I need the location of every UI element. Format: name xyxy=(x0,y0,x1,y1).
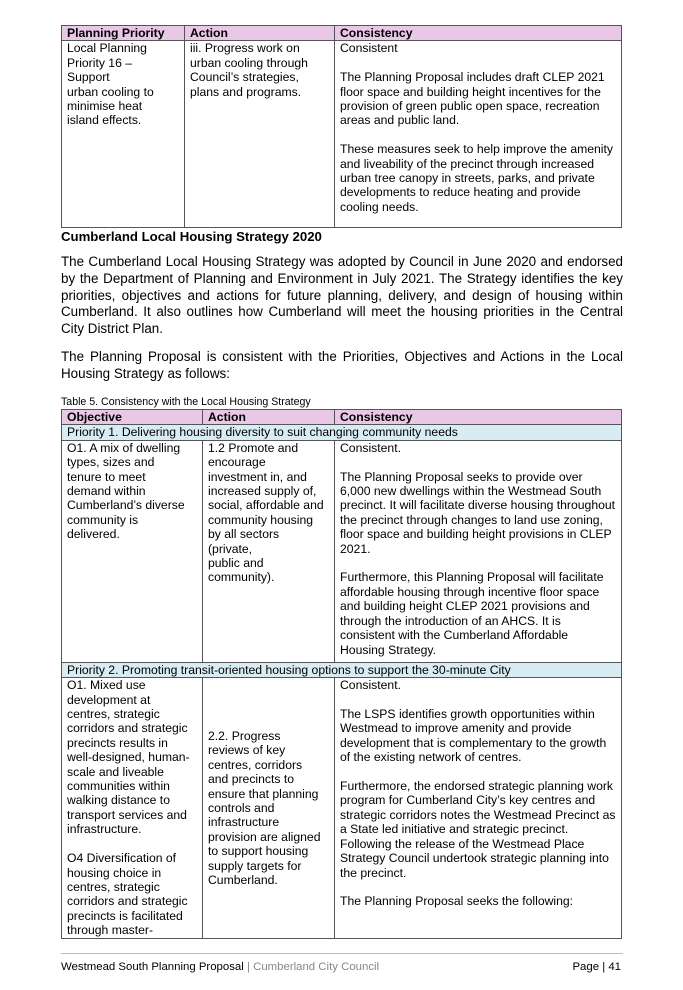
paragraph: The Cumberland Local Housing Strategy was adopted by Council in June 2020 and endorsed by the Department of Planning and Environment in July 2021. The Strategy identifies the key priorities, objectives and actions for future planning, delivery, and design of housing within Cumberland. It also outlines how Cumberland will meet the housing priorities in the Central City District Plan. xyxy=(61,254,623,337)
planning-priority-cell: Local Planning Priority 16 – Support urban cooling to minimise heat island effects. xyxy=(62,41,185,228)
footer-separator: | xyxy=(243,961,254,973)
objective-cell: O1. A mix of dwelling types, sizes and tenure to meet demand within Cumberland’s diverse community is delivered. xyxy=(62,440,203,662)
action-cell: iii. Progress work on urban cooling through Council’s strategies, plans and programs. xyxy=(185,41,335,228)
header-action: Action xyxy=(203,410,335,425)
footer-organisation: Cumberland City Council xyxy=(253,961,380,973)
housing-strategy-table xyxy=(61,409,622,939)
action-cell: 2.2. Progress reviews of key centres, corridors and precincts to ensure that planning controls and infrastructure provision are aligned to support housing supply targets for Cumberland. xyxy=(203,678,335,939)
table-row xyxy=(62,678,622,939)
header-objective: Objective xyxy=(62,410,203,425)
consistency-cell: Consistent. The LSPS identifies growth opportunities within Westmead to improve amenity and provide development that is complementary to the growth of the existing network of centres. Furthermore, the endorsed strategic planning work program for Cumberland City’s key centres and strategic corridors notes the Westmead Precinct as a State led initiative and strategic precinct. Following the release of the Westmead Place Strategy Council undertook strategic planning into the precinct. The Planning Proposal seeks the following: xyxy=(335,678,622,939)
priority-row xyxy=(62,425,622,440)
table-row xyxy=(62,41,622,228)
header-action: Action xyxy=(185,26,335,41)
priority-1-label: Priority 1. Delivering housing diversity to suit changing community needs xyxy=(62,425,622,440)
consistency-cell: Consistent The Planning Proposal includes draft CLEP 2021 floor space and building height incentives for the provision of green public open space, recreation areas and public land. These measures seek to help improve the amenity and liveability of the precinct through increased urban tree canopy in streets, parks, and private developments to reduce heating and provide cooling needs. xyxy=(335,41,622,228)
table-header-row xyxy=(62,410,622,425)
priority-2-label: Priority 2. Promoting transit-oriented housing options to support the 30-minute City xyxy=(62,662,622,677)
section-heading: Cumberland Local Housing Strategy 2020 xyxy=(61,229,322,244)
header-consistency: Consistency xyxy=(335,26,622,41)
header-consistency: Consistency xyxy=(335,410,622,425)
page-number: Page | 41 xyxy=(572,961,621,973)
footer-document-title xyxy=(61,961,379,973)
action-cell: 1.2 Promote and encourage investment in, and increased supply of, social, affordable and community housing by all sectors (private, public and community). xyxy=(203,440,335,662)
footer-divider xyxy=(61,953,623,954)
objective-cell: O1. Mixed use development at centres, strategic corridors and strategic precincts results in well-designed, human- scale and liveable communities within walking distance to transport services and infrastructure. O4 Diversification of housing choice in centres, strategic corridors and strategic precincts is facilitated through master- xyxy=(62,678,203,939)
priority-row xyxy=(62,662,622,677)
table-row xyxy=(62,440,622,662)
footer-title: Westmead South Planning Proposal xyxy=(61,961,244,973)
planning-priority-table xyxy=(61,25,622,228)
table-caption: Table 5. Consistency with the Local Housing Strategy xyxy=(61,396,311,408)
paragraph: The Planning Proposal is consistent with the Priorities, Objectives and Actions in the Local Housing Strategy as follows: xyxy=(61,349,623,381)
consistency-cell: Consistent. The Planning Proposal seeks to provide over 6,000 new dwellings within the Westmead South precinct. It will facilitate diverse housing throughout the precinct through changes to land use zoning, floor space and building height provisions in CLEP 2021. Furthermore, this Planning Proposal will facilitate affordable housing through incentive floor space and building height CLEP 2021 provisions and through the introduction of an AHCS. It is consistent with the Cumberland Affordable Housing Strategy. xyxy=(335,440,622,662)
header-planning-priority: Planning Priority xyxy=(62,26,185,41)
table-header-row xyxy=(62,26,622,41)
